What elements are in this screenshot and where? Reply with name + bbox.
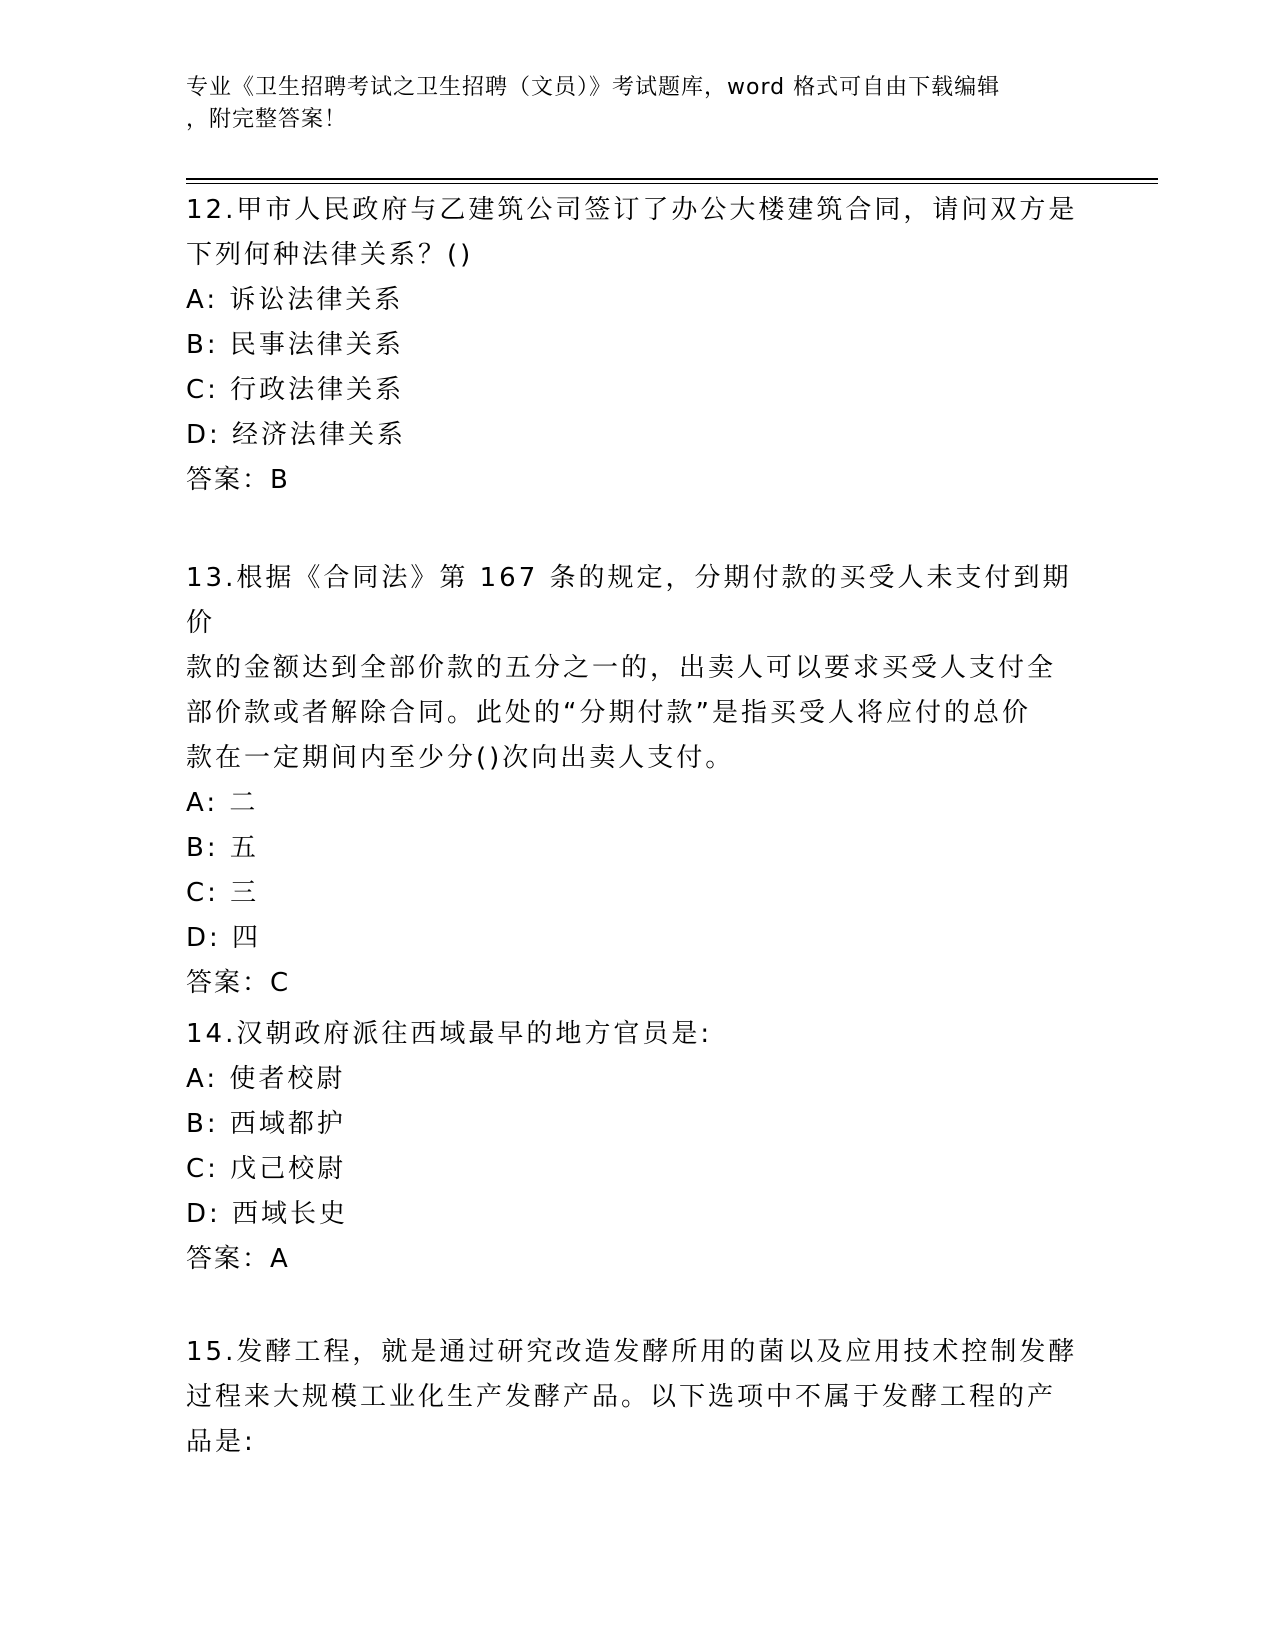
question-12 bbox=[186, 188, 1086, 503]
question-14 bbox=[186, 1012, 1086, 1282]
question-stem-line: 12.甲市人民政府与乙建筑公司签订了办公大楼建筑合同，请问双方是 bbox=[186, 195, 1078, 225]
question-stem-line: 款在一定期间内至少分()次向出卖人支付。 bbox=[186, 743, 735, 773]
question-stem-line: 款的金额达到全部价款的五分之一的，出卖人可以要求买受人支付全 bbox=[186, 653, 1057, 683]
header-divider-thin bbox=[186, 183, 1158, 184]
question-stem-line: 品是: bbox=[186, 1427, 256, 1457]
answer: 答案：C bbox=[186, 968, 291, 998]
question-stem-line: 15.发酵工程，就是通过研究改造发酵所用的菌以及应用技术控制发酵 bbox=[186, 1337, 1078, 1367]
question-stem-line: 13.根据《合同法》第 167 条的规定，分期付款的买受人未支付到期价 bbox=[186, 563, 1072, 638]
question-stem-line: 部价款或者解除合同。此处的“分期付款”是指买受人将应付的总价 bbox=[186, 698, 1031, 728]
option-d: D: 四 bbox=[186, 923, 262, 953]
question-stem-line: 下列何种法律关系？() bbox=[186, 240, 474, 270]
question-15 bbox=[186, 1330, 1086, 1465]
question-13 bbox=[186, 556, 1086, 1006]
question-stem-line: 过程来大规模工业化生产发酵产品。以下选项中不属于发酵工程的产 bbox=[186, 1382, 1057, 1412]
answer: 答案：A bbox=[186, 1244, 290, 1274]
option-d: D: 经济法律关系 bbox=[186, 420, 407, 450]
option-c: C: 戊己校尉 bbox=[186, 1154, 347, 1184]
option-b: B: 西域都护 bbox=[186, 1109, 346, 1139]
question-stem-line: 14.汉朝政府派往西域最早的地方官员是: bbox=[186, 1019, 713, 1049]
header-divider-thick bbox=[186, 178, 1158, 180]
option-d: D: 西域长史 bbox=[186, 1199, 349, 1229]
option-c: C: 三 bbox=[186, 878, 260, 908]
option-b: B: 五 bbox=[186, 833, 259, 863]
option-c: C: 行政法律关系 bbox=[186, 375, 405, 405]
option-a: A: 诉讼法律关系 bbox=[186, 285, 404, 315]
header-line-2: ，附完整答案！ bbox=[186, 107, 348, 132]
option-b: B: 民事法律关系 bbox=[186, 330, 404, 360]
option-a: A: 使者校尉 bbox=[186, 1064, 346, 1094]
header-line-1: 专业《卫生招聘考试之卫生招聘（文员）》考试题库，word 格式可自由下载编辑 bbox=[186, 75, 1001, 100]
option-a: A: 二 bbox=[186, 788, 259, 818]
document-header bbox=[186, 72, 1066, 136]
answer: 答案：B bbox=[186, 465, 290, 495]
